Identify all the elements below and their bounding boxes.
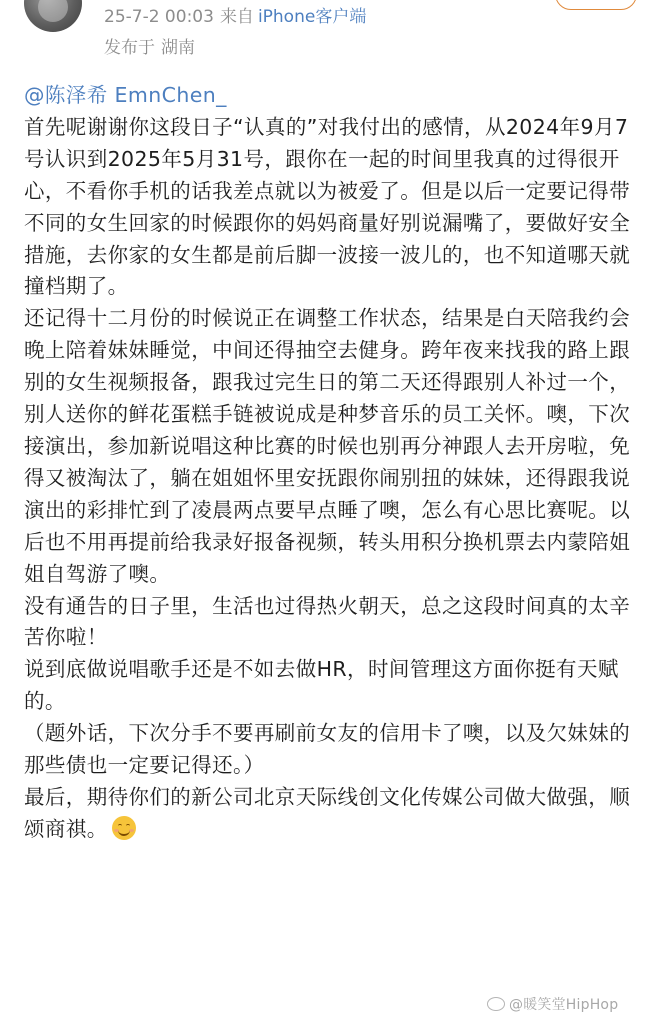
post-paragraph: 说到底做说唱歌手还是不如去做HR，时间管理这方面你挺有天赋的。 [24, 657, 619, 714]
post-body [24, 80, 636, 846]
post-paragraph: 还记得十二月份的时候说正在调整工作状态，结果是白天陪我约会晚上陪着妹妹睡觉，中间还得抽空去健身。跨年夜来找我的路上跟别的女生视频报备，跟我过完生日的第二天还得跟别人补过一个，别人送你的鲜花蛋糕手链被说成是种梦音乐的员工关怀。噢，下次接演出，参加新说唱这种比赛的时候也别再分神跟人去开房啦，免得又被淘汰了，躺在姐姐怀里安抚跟你闹别扭的妹妹，还得跟我说演出的彩排忙到了凌晨两点要早点睡了噢，怎么有心思比赛呢。以后也不用再提前给我录好报备视频，转头用积分换机票去内蒙陪姐姐自驾游了噢。 [24, 306, 631, 586]
source-watermark [487, 994, 618, 1014]
post-paragraph: （题外话，下次分手不要再刷前女友的信用卡了噢，以及欠妹妹的那些债也一定要记得还。） [24, 721, 631, 778]
smiling-face-emoji-icon [112, 816, 136, 840]
posted-in-label: 发布于 [104, 38, 155, 58]
user-mention-link[interactable]: @陈泽希 EmnChen_ [24, 83, 227, 107]
post-timestamp: 25-7-2 00:03 [104, 7, 214, 27]
weibo-icon [487, 997, 505, 1011]
avatar-image [38, 0, 68, 22]
follow-button[interactable] [555, 0, 637, 10]
post-meta [104, 5, 366, 29]
post-paragraph-final [24, 782, 636, 846]
source-label: 来自 [219, 7, 254, 27]
source-device-link[interactable]: iPhone客户端 [257, 7, 367, 27]
post-location [104, 36, 195, 60]
post-header [0, 0, 660, 72]
avatar[interactable] [24, 0, 82, 32]
post-paragraph-text: 最后，期待你们的新公司北京天际线创文化传媒公司做大做强，顺颂商祺。 [24, 784, 631, 841]
post-paragraph: 首先呢谢谢你这段日子“认真的”对我付出的感情，从2024年9月7号认识到2025年5月31号，跟你在一起的时间里我真的过得很开心，不看你手机的话我差点就以为被爱了。但是以后一定要记得带不同的女生回家的时候跟你的妈妈商量好别说漏嘴了，要做好安全措施，去你家的女生都是前后脚一波接一波儿的，也不知道哪天就撞档期了。 [24, 114, 631, 299]
watermark-text: @暖笑堂HipHop [509, 997, 619, 1013]
location-value: 湖南 [161, 38, 195, 58]
post-paragraph: 没有通告的日子里，生活也过得热火朝天，总之这段时间真的太辛苦你啦！ [24, 593, 631, 650]
